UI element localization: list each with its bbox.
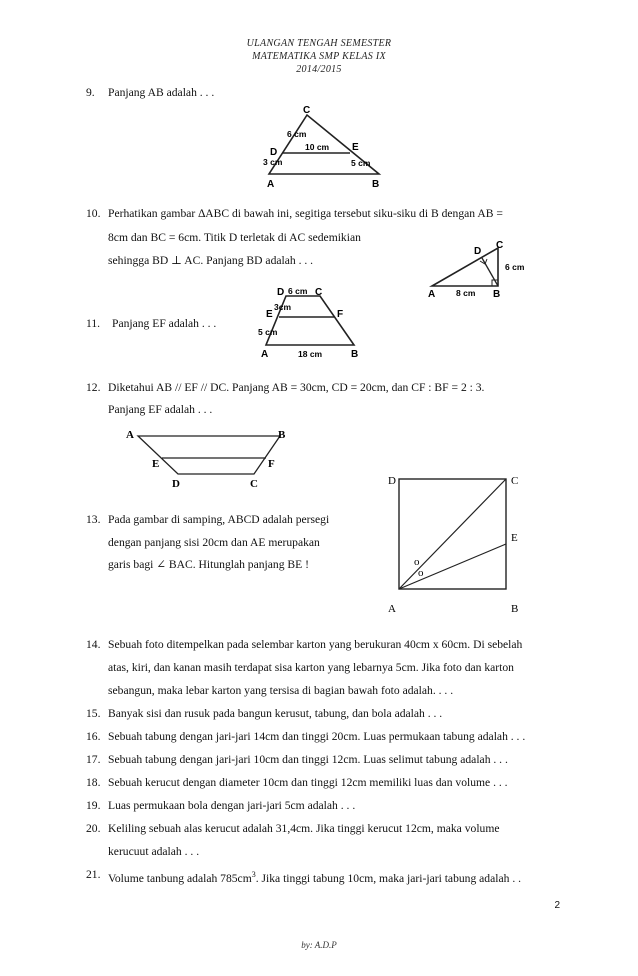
vertex-D: D — [277, 287, 285, 298]
vertex-E: E — [511, 532, 518, 544]
vertex-A: A — [267, 179, 275, 190]
question-number: 11. — [86, 317, 101, 330]
vertex-A: A — [126, 429, 134, 441]
question-12-line-2: Panjang EF adalah . . . — [108, 403, 213, 416]
question-text-line-1: Keliling sebuah alas kerucut adalah 31,4cm. Jika tinggi kerucut 12cm, maka volume — [108, 822, 500, 835]
vertex-C: C — [250, 478, 258, 490]
triangle-figure-q9 — [255, 103, 395, 191]
header-line-1: ULANGAN TENGAH SEMESTER — [246, 38, 392, 49]
question-number: 15. — [86, 707, 101, 720]
header-line-2: MATEMATIKA SMP KELAS IX — [252, 51, 386, 62]
label-de: 10 cm — [305, 142, 330, 152]
vertex-A: A — [261, 349, 269, 360]
vertex-D: D — [270, 147, 278, 158]
question-text-line-1: Sebuah foto ditempelkan pada selembar karton yang berukuran 40cm x 60cm. Di sebelah — [108, 638, 523, 651]
question-number: 17. — [86, 753, 101, 766]
right-triangle-figure-q10 — [420, 238, 545, 300]
angle-mark-2: o — [418, 567, 424, 579]
question-text-line-1: Perhatikan gambar ∆ABC di bawah ini, segitiga tersebut siku-siku di B dengan AB = — [108, 207, 503, 220]
question-13-line-3: garis bagi ∠ BAC. Hitunglah panjang BE ! — [108, 558, 309, 571]
question-number: 18. — [86, 776, 101, 789]
label-cd: 6 cm — [287, 129, 307, 139]
question-number: 20. — [86, 822, 101, 835]
label-de: 3cm — [274, 302, 292, 312]
vertex-D: D — [172, 478, 180, 490]
question-10-line-2: 8cm dan BC = 6cm. Titik D terletak di AC sedemikian — [108, 231, 361, 244]
question-number: 13. — [86, 513, 101, 526]
label-eb: 5 cm — [351, 158, 371, 168]
square-figure-q13 — [380, 468, 530, 618]
question-14-line-3: sebangun, maka lebar karton yang tersisa di bagian bawah foto adalah. . . . — [108, 684, 454, 697]
vertex-B: B — [372, 179, 380, 190]
question-text — [108, 864, 563, 889]
label-bc: 6 cm — [505, 262, 525, 272]
question-20-line-2: kerucuut adalah . . . — [108, 845, 200, 858]
vertex-B: B — [278, 429, 286, 441]
superscript: 3 — [251, 870, 256, 879]
question-10-line-3: sehingga BD ⊥ AC. Panjang BD adalah . . . — [108, 254, 314, 267]
vertex-D: D — [388, 475, 396, 487]
question-number: 16. — [86, 730, 101, 743]
vertex-B: B — [511, 603, 519, 615]
trapezoid-figure-q11 — [252, 283, 372, 361]
question-text-post: . Jika tinggi tabung 10cm, maka jari-jari tabung adalah . . — [255, 871, 522, 885]
vertex-B: B — [493, 289, 501, 300]
label-ab: 8 cm — [456, 288, 476, 298]
question-number: 9. — [86, 86, 95, 99]
angle-mark-1: o — [414, 556, 420, 568]
vertex-C: C — [511, 475, 519, 487]
label-dc: 6 cm — [288, 286, 308, 296]
vertex-F: F — [337, 309, 344, 320]
page-number: 2 — [554, 900, 560, 911]
footer-credit: by: A.D.P — [301, 940, 337, 950]
label-ab: 18 cm — [298, 349, 323, 359]
question-14-line-2: atas, kiri, dan kanan masih terdapat sisa karton yang lebarnya 5cm. Jika foto dan karton — [108, 661, 514, 674]
question-number: 10. — [86, 207, 101, 220]
question-text-line-1: Diketahui AB // EF // DC. Panjang AB = 30cm, CD = 20cm, dan CF : BF = 2 : 3. — [108, 381, 485, 394]
vertex-A: A — [428, 289, 436, 300]
question-13-line-2: dengan panjang sisi 20cm dan AE merupakan — [108, 536, 320, 549]
question-text: Banyak sisi dan rusuk pada bangun kerusut, tabung, dan bola adalah . . . — [108, 707, 443, 720]
vertex-E: E — [352, 142, 359, 153]
question-text: Sebuah tabung dengan jari-jari 10cm dan tinggi 12cm. Luas selimut tabung adalah . . . — [108, 753, 508, 766]
vertex-C: C — [496, 240, 504, 251]
vertex-E: E — [266, 309, 273, 320]
header-line-3: 2014/2015 — [296, 64, 342, 75]
label-ea: 5 cm — [258, 327, 278, 337]
question-text: Panjang EF adalah . . . — [112, 317, 217, 330]
vertex-F: F — [268, 458, 275, 470]
label-da: 3 cm — [263, 157, 283, 167]
vertex-E: E — [152, 458, 160, 470]
question-text: Sebuah kerucut dengan diameter 10cm dan tinggi 12cm memiliki luas dan volume . . . — [108, 776, 508, 789]
vertex-D: D — [474, 246, 482, 257]
question-number: 12. — [86, 381, 101, 394]
vertex-B: B — [351, 349, 359, 360]
vertex-C: C — [303, 105, 311, 116]
question-text: Sebuah tabung dengan jari-jari 14cm dan tinggi 20cm. Luas permukaan tabung adalah . . . — [108, 730, 526, 743]
question-number: 19. — [86, 799, 101, 812]
question-text: Panjang AB adalah . . . — [108, 86, 215, 99]
question-text-line-1: Pada gambar di samping, ABCD adalah persegi — [108, 513, 330, 526]
question-text: Luas permukaan bola dengan jari-jari 5cm adalah . . . — [108, 799, 356, 812]
vertex-A: A — [388, 603, 396, 615]
vertex-C: C — [315, 287, 323, 298]
question-text-pre: Volume tanbung adalah 785cm — [108, 871, 252, 885]
question-number: 14. — [86, 638, 101, 651]
question-number: 21. — [86, 868, 101, 881]
trapezoid-figure-q12 — [118, 424, 293, 490]
